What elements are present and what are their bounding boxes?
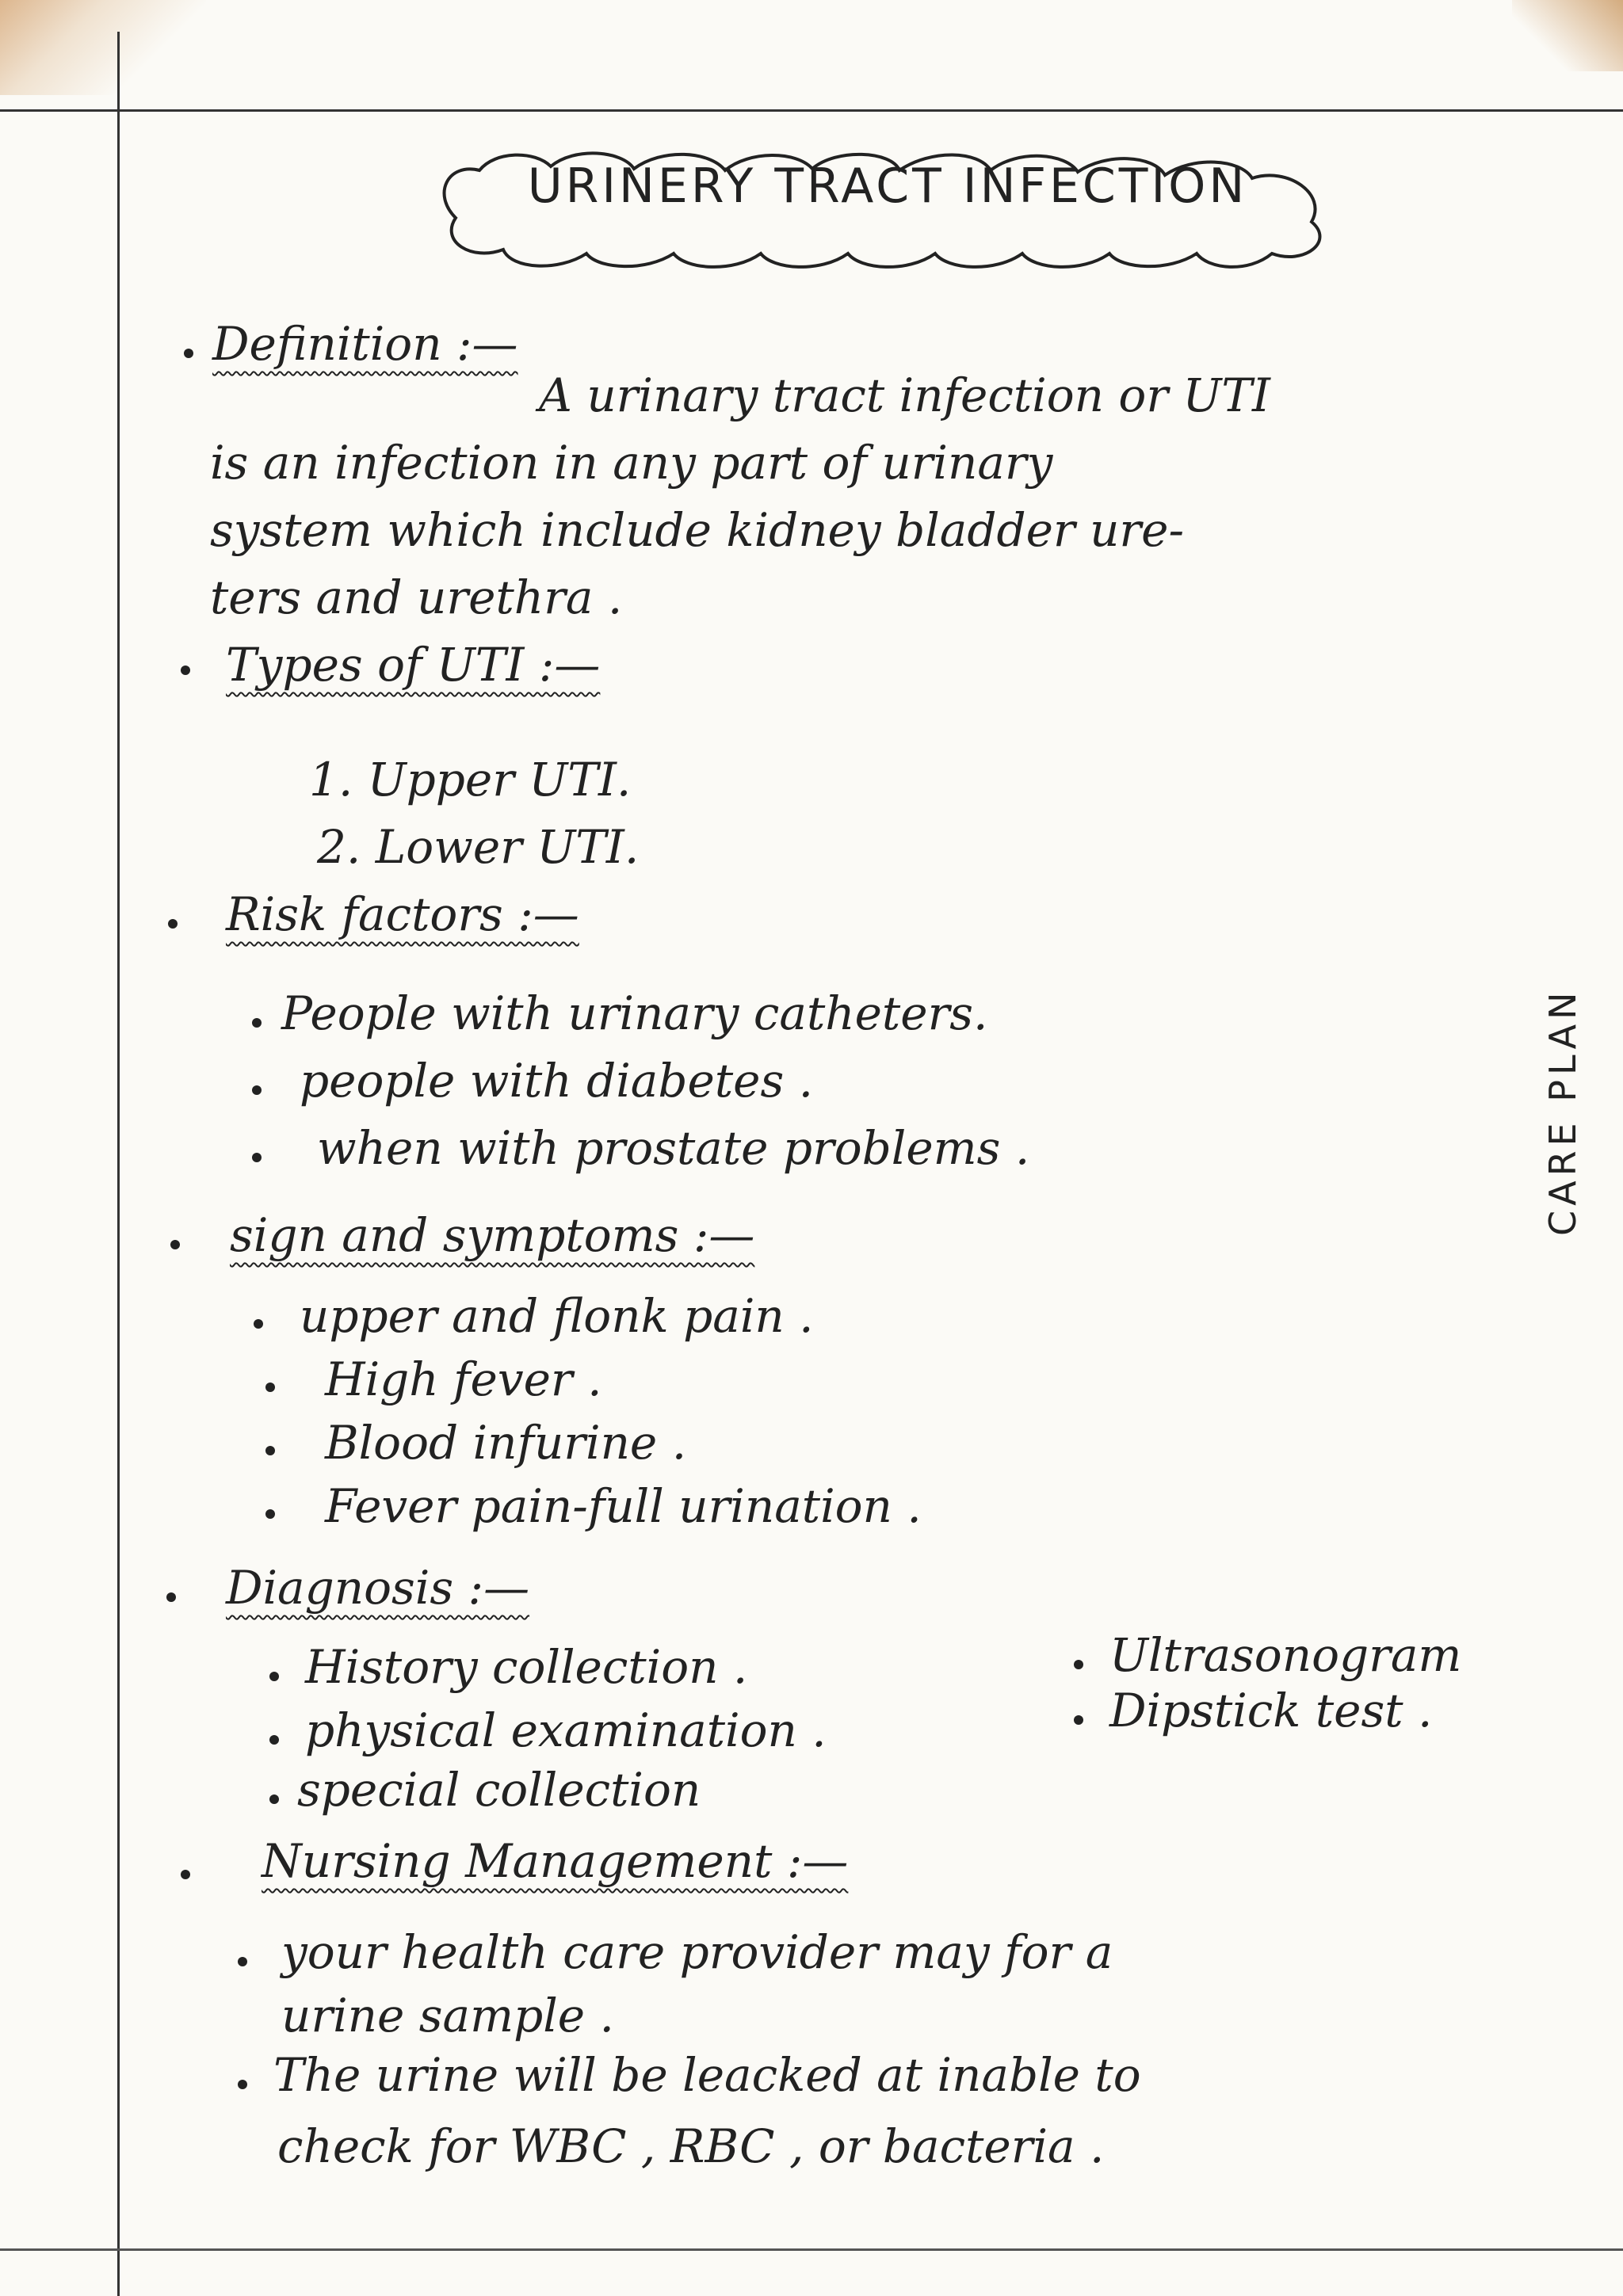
nursing-item: check for WBC , RBC , or bacteria . xyxy=(277,2119,1105,2173)
types-item: 1. Upper UTI. xyxy=(309,753,632,807)
signs-heading: sign and symptoms :— xyxy=(230,1208,755,1262)
page-title: URINERY TRACT INFECTION xyxy=(527,158,1248,214)
risk-factors-heading: Risk factors :— xyxy=(226,887,579,941)
bullet xyxy=(252,1018,262,1028)
top-rule xyxy=(0,109,1623,112)
bullet xyxy=(269,1735,279,1745)
bullet xyxy=(168,919,178,929)
bottom-rule xyxy=(0,2248,1623,2251)
bullet xyxy=(170,1240,180,1249)
definition-line: ters and urethra . xyxy=(210,570,623,624)
nursing-item: The urine will be leacked at inable to xyxy=(273,2048,1141,2102)
sign-item: Fever pain-full urination . xyxy=(325,1479,922,1533)
nursing-item: urine sample . xyxy=(281,1989,614,2042)
bullet xyxy=(252,1085,262,1095)
types-heading: Types of UTI :— xyxy=(226,638,601,692)
bullet xyxy=(181,1870,190,1879)
definition-line: is an infection in any part of urinary xyxy=(210,436,1053,490)
bullet xyxy=(265,1446,275,1455)
bullet xyxy=(181,666,190,675)
diagnosis-heading: Diagnosis :— xyxy=(226,1561,530,1615)
bullet xyxy=(254,1319,263,1329)
diagnosis-item: History collection . xyxy=(305,1640,748,1694)
bullet xyxy=(252,1153,262,1162)
bullet xyxy=(1074,1660,1083,1669)
sign-item: Blood infurine . xyxy=(325,1416,687,1470)
diagnosis-item: physical examination . xyxy=(305,1703,827,1757)
risk-factor-item: People with urinary catheters. xyxy=(281,986,988,1040)
sign-item: upper and flonk pain . xyxy=(300,1289,814,1343)
definition-line: A urinary tract infection or UTI xyxy=(539,368,1270,422)
diagnosis-item: special collection xyxy=(297,1763,701,1817)
definition-line: system which include kidney bladder ure- xyxy=(210,503,1185,557)
bullet xyxy=(166,1592,176,1602)
bullet xyxy=(184,349,193,358)
diagnosis-item-right: Dipstick test . xyxy=(1109,1684,1433,1737)
bullet xyxy=(269,1794,279,1804)
nursing-item: your health care provider may for a xyxy=(281,1925,1113,1979)
page-corner-shadow-right xyxy=(1512,0,1623,71)
bullet xyxy=(265,1383,275,1392)
definition-heading: Definition :— xyxy=(212,317,518,371)
diagnosis-item-right: Ultrasonogram xyxy=(1109,1628,1462,1682)
risk-factor-item: when with prostate problems . xyxy=(317,1121,1030,1175)
types-item: 2. Lower UTI. xyxy=(317,820,640,874)
bullet xyxy=(238,1957,247,1966)
margin-line xyxy=(117,32,120,2296)
bullet xyxy=(238,2080,247,2089)
bullet xyxy=(1074,1715,1083,1725)
bullet xyxy=(269,1672,279,1681)
bullet xyxy=(265,1509,275,1519)
nursing-heading: Nursing Management :— xyxy=(262,1834,849,1888)
risk-factor-item: people with diabetes . xyxy=(300,1054,814,1108)
margin-note: CARE PLAN xyxy=(1541,987,1584,1236)
page-corner-shadow xyxy=(0,0,206,95)
sign-item: High fever . xyxy=(325,1352,602,1406)
